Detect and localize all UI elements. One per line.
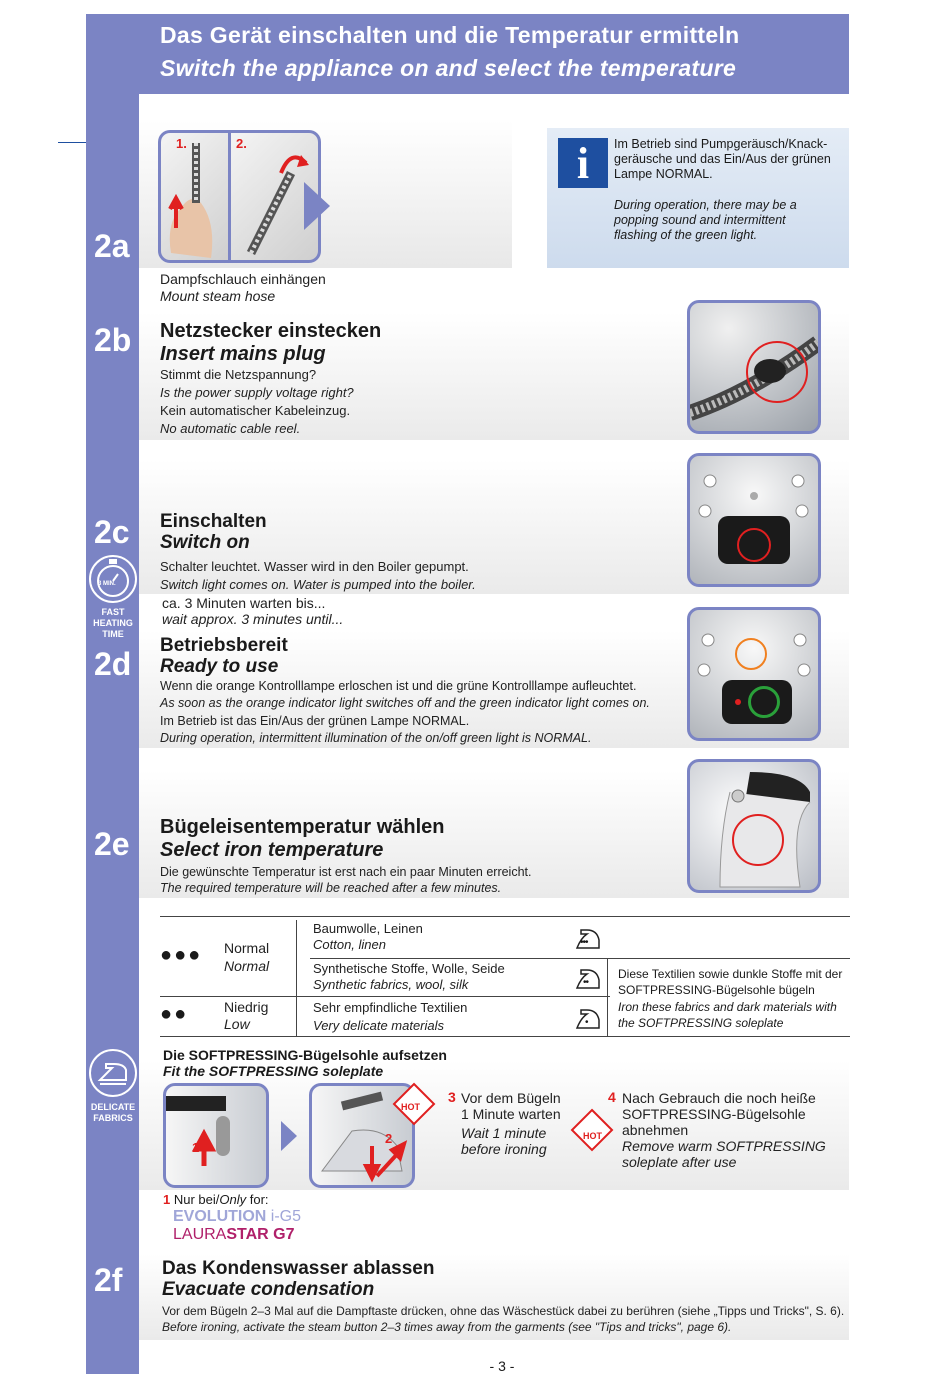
step-label-2b: 2b [94, 322, 132, 358]
temp-low-en: Low [224, 1016, 250, 1032]
step3-de2: 1 Minute warten [461, 1106, 561, 1122]
step4-en1: Remove warm SOFTPRESSING [622, 1138, 826, 1154]
wait-en: wait approx. 3 minutes until... [162, 611, 344, 627]
delicate-fabrics-label [86, 1102, 140, 1124]
softpressing-title-de: Die SOFTPRESSING-Bügelsohle aufsetzen [163, 1047, 447, 1063]
step4-de3: abnehmen [622, 1122, 689, 1138]
temp-normal-dots: ●●● [160, 944, 203, 966]
text-2b-l2: Is the power supply voltage right? [160, 385, 354, 400]
step3-en2: before ironing [461, 1141, 547, 1157]
title-2b-en: Insert mains plug [160, 343, 326, 365]
step4-de1: Nach Gebrauch die noch heiße [622, 1090, 816, 1106]
evolution-logo [173, 1208, 301, 1226]
delicate-line1: DELICATE [90, 1102, 136, 1112]
table-rule-1 [310, 958, 850, 959]
text-2c-l1: Schalter leuchtet. Wasser wird in den Boiler gepumpt. [160, 559, 469, 574]
step3-en1: Wait 1 minute [461, 1125, 547, 1141]
note-de2: SOFTPRESSING-Bügelsohle bügeln [618, 983, 815, 997]
step-label-2d: 2d [94, 646, 132, 682]
step4-de2: SOFTPRESSING-Bügelsohle [622, 1106, 806, 1122]
sidebar [86, 14, 139, 1374]
text-2d-l4: During operation, intermittent illumination of the on/off green light is NORMAL. [160, 731, 592, 745]
text-2c-l2: Switch light comes on. Water is pumped into the boiler. [160, 577, 476, 592]
title-2f-en: Evacuate condensation [162, 1279, 375, 1300]
laurastar-b: STAR G7 [226, 1226, 295, 1243]
evolution-text: EVOLUTION [173, 1208, 267, 1225]
text-2b-l1: Stimmt die Netzspannung? [160, 367, 317, 382]
softpressing-title-en: Fit the SOFTPRESSING soleplate [163, 1063, 384, 1079]
text-2d-l3: Im Betrieb ist das Ein/Aus der grünen Lampe NORMAL. [160, 714, 470, 728]
fast-heating-line3: TIME [102, 629, 124, 639]
only-for-de: Nur bei/ [173, 1192, 220, 1207]
laurastar-a: LAURA [173, 1226, 227, 1243]
fabric-row3-en: Very delicate materials [313, 1018, 445, 1033]
title-2d-de: Betriebsbereit [160, 635, 288, 656]
caption-2a-en: Mount steam hose [160, 288, 276, 304]
caption-2a-de: Dampfschlauch einhängen [160, 271, 326, 287]
table-rule-top [160, 916, 850, 917]
title-2b-de: Netzstecker einstecken [160, 320, 382, 342]
step-label-2e: 2e [94, 826, 130, 862]
temp-low-de: Niedrig [224, 999, 269, 1015]
fast-heating-line1: FAST [101, 607, 125, 617]
step4-en2: soleplate after use [622, 1154, 737, 1170]
fast-heating-line2: HEATING [93, 618, 133, 628]
delicate-iron-icon [88, 1048, 138, 1098]
iron-temperature-photo [687, 759, 821, 893]
text-2b-l3: Kein automatischer Kabeleinzug. [160, 403, 351, 418]
text-2d-l2: As soon as the orange indicator light switches off and the green indicator light comes on. [160, 696, 650, 710]
temp-low-dots: ●● [160, 1003, 189, 1025]
info-en-line2: popping sound and intermittent [614, 213, 786, 227]
title-2c-en: Switch on [160, 532, 250, 553]
laurastar-logo [173, 1226, 295, 1244]
arrow-right-icon [304, 182, 330, 230]
title-2c-de: Einschalten [160, 511, 267, 532]
text-2b-l4: No automatic cable reel. [160, 421, 301, 436]
table-rule-vert [296, 920, 297, 1036]
soleplate-photo-1-num: 1 [192, 1140, 200, 1155]
note-de1: Diese Textilien sowie dunkle Stoffe mit der [618, 967, 843, 981]
iron-dots-1: ••• [580, 937, 588, 948]
delicate-line2: FABRICS [93, 1113, 133, 1123]
title-2e-de: Bügeleisentemperatur wählen [160, 816, 445, 838]
info-en-line1: During operation, there may be a [614, 198, 797, 212]
text-2e-l1: Die gewünschte Temperatur ist erst nach ein paar Minuten erreicht. [160, 865, 532, 879]
only-for-num: 1 [163, 1192, 171, 1207]
only-for-suffix: for: [246, 1192, 269, 1207]
fabric-row2-en: Synthetic fabrics, wool, silk [313, 977, 469, 992]
text-2e-l2: The required temperature will be reached after a few minutes. [160, 881, 502, 895]
step4-num: 4 [608, 1089, 616, 1105]
info-de-line3: Lampe NORMAL. [614, 167, 713, 181]
table-rule-bottom [160, 1036, 850, 1037]
photo-step-2-label: 2. [236, 136, 247, 151]
evolution-model: i-G5 [266, 1208, 302, 1225]
mains-plug-photo [687, 300, 821, 434]
iron-three-dots-icon [575, 926, 601, 955]
hot-warning-icon-2 [570, 1108, 614, 1152]
page-title-en: Switch the appliance on and select the temperature [160, 55, 737, 81]
fabric-row3-de: Sehr empfindliche Textilien [313, 1000, 468, 1015]
step3-num: 3 [448, 1089, 456, 1105]
fabric-row1-en: Cotton, linen [313, 937, 386, 952]
table-rule-2 [160, 996, 610, 997]
text-2d-l1: Wenn die orange Kontrolllampe erloschen ist und die grüne Kontrolllampe aufleuchtet. [160, 679, 637, 693]
switch-on-photo [687, 453, 821, 587]
timer-icon [88, 552, 138, 606]
ready-to-use-photo [687, 607, 821, 741]
step-label-2c: 2c [94, 514, 130, 550]
hot-label-1: HOT [401, 1102, 420, 1112]
temp-normal-de: Normal [224, 940, 270, 956]
title-2f-de: Das Kondenswasser ablassen [162, 1258, 435, 1279]
table-bracket [607, 958, 608, 1036]
fabric-row1-de: Baumwolle, Leinen [313, 921, 423, 936]
page-title-de: Das Gerät einschalten und die Temperatur ermitteln [160, 22, 740, 48]
text-2f-l1: Vor dem Bügeln 2–3 Mal auf die Dampftaste drücken, ohne das Wäschestück dabei zu berühren (siehe „Tipps und Tricks", S. 6). [162, 1304, 845, 1318]
soleplate-photo-1 [163, 1083, 269, 1188]
title-2d-en: Ready to use [160, 656, 279, 677]
fast-heating-label [88, 607, 138, 640]
info-en-line3: flashing of the green light. [614, 228, 758, 242]
step-label-2a: 2a [94, 228, 130, 264]
iron-dots-3: • [585, 1017, 589, 1028]
iron-dots-2: •• [583, 977, 589, 988]
soleplate-photo-2-num: 2 [385, 1131, 393, 1146]
text-2f-l2: Before ironing, activate the steam button 2–3 times away from the garments (see "Tips and tricks", page 6). [162, 1320, 732, 1334]
step-label-2f: 2f [94, 1262, 123, 1298]
temp-normal-en: Normal [224, 958, 270, 974]
only-for-en: Only [219, 1192, 247, 1207]
only-for-note [163, 1192, 269, 1207]
fabric-row2-de: Synthetische Stoffe, Wolle, Seide [313, 961, 505, 976]
note-en1: Iron these fabrics and dark materials with [618, 1000, 837, 1014]
info-de-line1: Im Betrieb sind Pumpgeräusch/Knack- [614, 137, 828, 151]
page-number: - 3 - [489, 1358, 515, 1374]
title-2e-en: Select iron temperature [160, 839, 384, 861]
info-icon: i [558, 138, 608, 188]
note-en2: the SOFTPRESSING soleplate [618, 1016, 784, 1030]
info-de-line2: geräusche und das Ein/Aus der grünen [614, 152, 831, 166]
photo-step-1-label: 1. [176, 136, 187, 151]
arrow-right-small-icon [281, 1121, 297, 1151]
hot-label-2: HOT [583, 1131, 602, 1141]
hose-mount-photo-1 [158, 130, 230, 263]
step3-de1: Vor dem Bügeln [461, 1090, 561, 1106]
wait-de: ca. 3 Minuten warten bis... [162, 595, 326, 611]
timer-text: 3 MIN. [98, 581, 116, 587]
